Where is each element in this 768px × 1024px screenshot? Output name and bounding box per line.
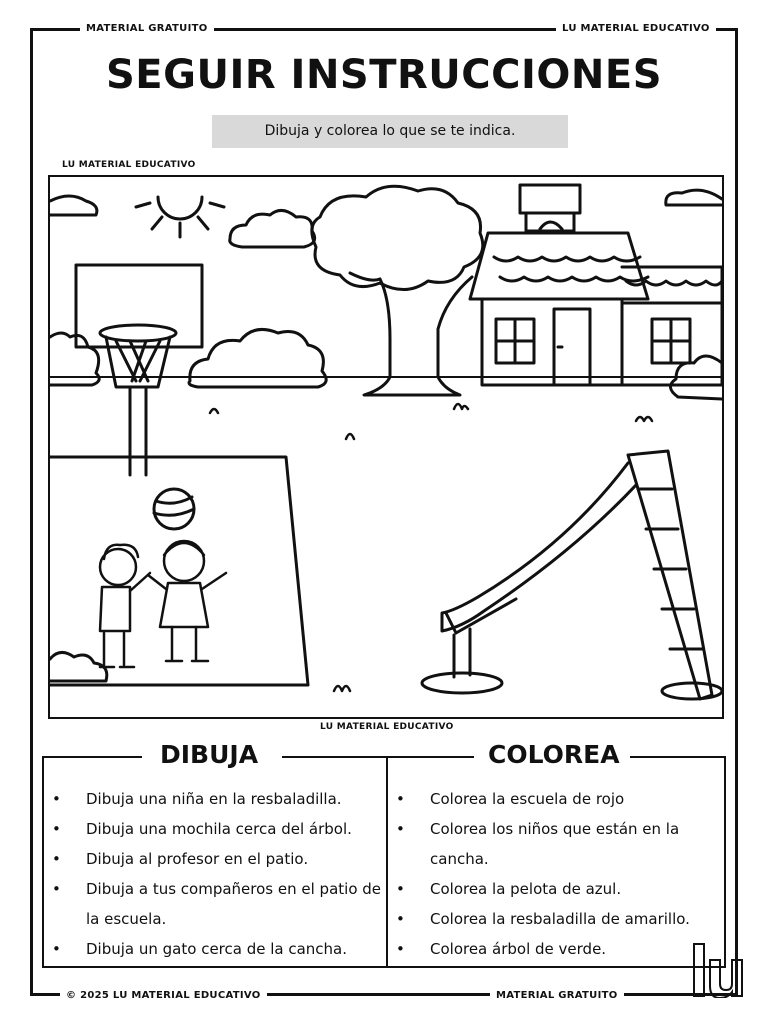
header-tag-left: MATERIAL GRATUITO <box>80 22 214 36</box>
dibuja-heading: DIBUJA <box>150 740 268 769</box>
table-top-border <box>282 756 384 758</box>
list-item: • Colorea la pelota de azul. <box>396 874 726 904</box>
basketball-hoop-icon <box>76 265 202 475</box>
list-item: • Dibuja a tus compañeros en el patio de la escuela. <box>52 874 382 934</box>
table-top-border <box>384 756 474 758</box>
slide-icon <box>422 451 722 699</box>
table-top-border <box>624 756 726 758</box>
illustration-label-top: LU MATERIAL EDUCATIVO <box>62 160 196 170</box>
instructions-subtitle: Dibuja y colorea lo que se te indica. <box>212 115 568 148</box>
footer-copyright: © 2025 LU MATERIAL EDUCATIVO <box>60 989 267 1003</box>
list-item: • Colorea árbol de verde. <box>396 934 726 964</box>
children-icon <box>100 541 226 667</box>
basketball-court-icon <box>50 457 308 685</box>
illustration-label-bottom: LU MATERIAL EDUCATIVO <box>320 722 454 732</box>
lu-logo-icon <box>688 942 748 998</box>
tree-icon <box>312 186 483 395</box>
ball-icon <box>154 489 194 529</box>
footer-tag-right: MATERIAL GRATUITO <box>490 989 624 1003</box>
playground-illustration <box>48 175 724 719</box>
school-building-icon <box>470 185 722 385</box>
header-tag-right: LU MATERIAL EDUCATIVO <box>556 22 716 36</box>
grass-tuft-icon <box>210 404 652 691</box>
bushes-bottom-icon <box>50 652 107 681</box>
list-item: • Dibuja al profesor en el patio. <box>52 844 382 874</box>
list-item: • Colorea la resbaladilla de amarillo. <box>396 904 726 934</box>
list-item: • Dibuja una niña en la resbaladilla. <box>52 784 382 814</box>
list-item: • Colorea los niños que están en la cancha. <box>396 814 726 874</box>
sun-icon <box>136 197 224 237</box>
dibuja-list <box>52 784 382 964</box>
list-item: • Dibuja un gato cerca de la cancha. <box>52 934 382 964</box>
colorea-heading: COLOREA <box>478 740 630 769</box>
list-item: • Colorea la escuela de rojo <box>396 784 726 814</box>
colorea-list <box>396 784 726 964</box>
cloud-icon <box>50 190 722 247</box>
page-title: SEGUIR INSTRUCCIONES <box>106 52 662 98</box>
table-divider <box>386 756 388 966</box>
table-top-border <box>42 756 142 758</box>
list-item: • Dibuja una mochila cerca del árbol. <box>52 814 382 844</box>
